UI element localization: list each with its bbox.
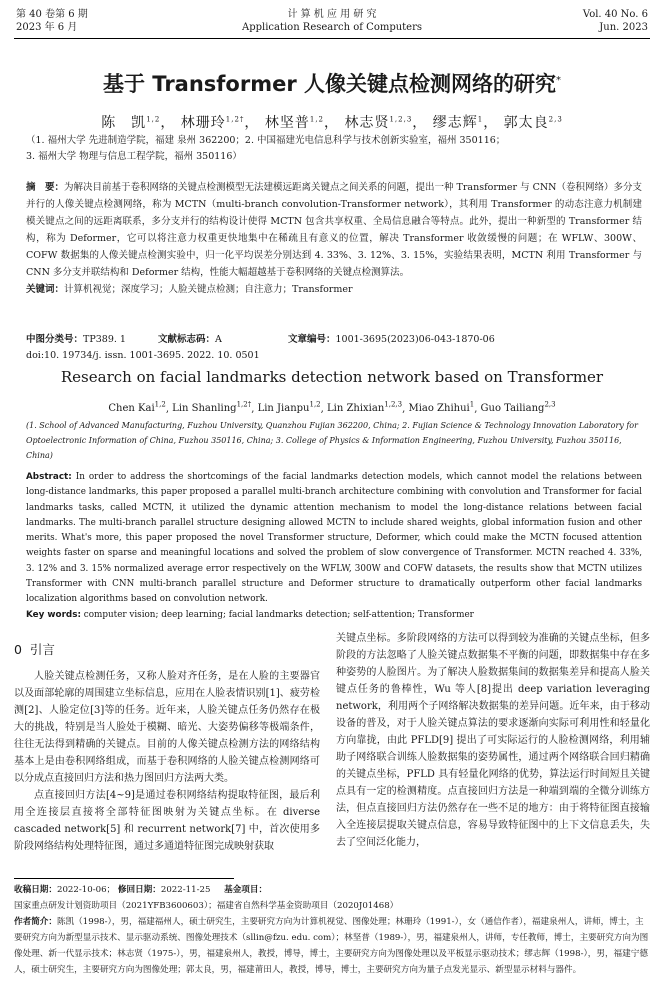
- journal-name-cn: 计 算 机 应 用 研 究: [287, 9, 377, 20]
- paper-title-en: Research on facial landmarks detection network based on Transformer: [60, 368, 604, 386]
- section-heading: [14, 640, 55, 658]
- abstract-label-cn: 摘 要：: [26, 182, 65, 193]
- footnote-dates-fund: 收稿日期：2022-10-06； 修回日期：2022-11-25 基金项目：国家重点研发计划资助项目（2021YFB3600603）；福建省自然科学基金资助项目（2020J01468）: [14, 885, 399, 911]
- footnotes: [14, 882, 650, 978]
- authors-cn: 陈 凯$^{1,2}$， 林珊玲$^{1,2\dagger}$， 林坚普$^{1,2}$， 林志贤$^{1,2,3}$， 缪志辉$^1$， 郭太良$^{2,3}$: [101, 115, 563, 131]
- affiliation-line: （1. 福州大学 先进制造学院，福建 泉州 362200；2. 中国福建光电信息科学与技术创新实验室，福州 350116；: [26, 135, 506, 146]
- bio-text: 陈凯（1998-），男，福建福州人，硕士研究生，主要研究方向为计算机视觉、图像处理；林珊玲（1991-），女（通信作者），福建泉州人，讲师，博士，主要研究方向为新型显示技术、显示驱动系统、图像处理技术（sllin@fzu. edu. com）；林坚普（1989-），男，福建泉州人，讲师，专任教师，博士，主要研究方向为图像处理、新一代显示技术；林志贤（1975-），男，福建泉州人，教授，博导，博士，主要研究方向为图像处理以及平板显示驱动技术；缪志辉（1998-），男，福建宁德人，硕士研究生，主要研究方向为图像处理；郭太良，男，福建莆田人，教授，博导，博士，主要研究方向为量子点发光显示、新型显示材料与器件。: [14, 917, 649, 975]
- revised-date: 2022-11-25: [160, 885, 211, 895]
- clc-label: 中图分类号：: [26, 334, 84, 345]
- clc-number: TP389. 1: [83, 334, 126, 345]
- author-en: Miao Zhihui$^1$: [408, 401, 475, 415]
- body-paragraph: 关键点坐标。多阶段网络的方法可以得到较为准确的关键点坐标，但多阶段的方法忽略了人脸关键点数据集不平衡的问题，即数据集中存在多种姿势的人脸图片。为了解决人脸数据集间的数据集差异和提高人脸关键点任务的鲁棒性，Wu 等人[8]提出 deep variation leveraging network，利用两个子网络解决数据集的差异问题。近年来，由于移动设备的普及，对于人脸关键点算法的要求逐渐向实际可利用性和轻量化方向靠拢，由此 PFLD[9] 提出了可实际运行的人脸检测网络，利用辅助子网络联合训练人脸数据集的姿势属性，通过两个网络联合回归精确的关键点坐标，PFLD 具有轻量化网络的优势，算法运行时间短且关键点具有一定的检测精度。点直接回归方法是一种端到端的全微分训练方法，但点直接回归方法仍然存在一些不足的地方：由于将特征图直接输入全连接层提取关键点信息，容易导致特征图中的上下文信息丢失，失去了空间泛化能力，: [336, 633, 650, 848]
- section-number: 0: [14, 642, 22, 657]
- keywords-label-en: Key words:: [26, 609, 81, 620]
- body-right-column: [336, 630, 650, 851]
- affiliation-line: 3. 福州大学 物理与信息工程学院，福州 350116）: [26, 151, 242, 162]
- abstract-cn: [26, 179, 642, 298]
- section-title: 引言: [29, 642, 55, 657]
- date-en: Jun. 2023: [599, 22, 648, 33]
- author-cn: 林珊玲$^{1,2\dagger}$: [180, 115, 245, 131]
- author-en: Lin Jianpu$^{1,2}$: [257, 401, 321, 415]
- author-cn: 郭太良$^{2,3}$: [503, 115, 563, 131]
- doc-code-label: 文献标志码：: [158, 334, 216, 345]
- journal-name-en: Application Research of Computers: [241, 22, 423, 33]
- footer-rule: [14, 878, 234, 879]
- date-cn: 2023 年 6 月: [16, 22, 78, 33]
- article-number: 1001-3695(2023)06-043-1870-06: [335, 334, 495, 345]
- author-en: Lin Shanling$^{1,2\dagger}$: [172, 401, 252, 415]
- volume-issue-en: Vol. 40 No. 6: [582, 9, 648, 20]
- title-text-cn: 基于 Transformer 人像关键点检测网络的研究: [102, 72, 557, 96]
- author-en: Guo Tailiang$^{2,3}$: [480, 401, 556, 415]
- header-volume-en: [583, 8, 648, 34]
- abstract-en: [26, 470, 642, 623]
- revised-label: 修回日期：: [117, 885, 161, 895]
- header-rule: [14, 38, 650, 39]
- abstract-text-en: In order to address the shortcomings of the facial landmarks detection models, which cannot model the relations between long-distance landmarks, this paper proposed a parallel multi-branch architecture combining with convolution and Transformer for facial landmarks tasks, called MCTN, it utilized the dynamic attention mechanism to model the long-distance relations between facial landmarks. The multi-branch parallel structure designing allowed MCTN to include shared weights, global information fusion and other merits. What's more, this paper proposed the novel Transformer structure, Deformer, which could make the MCTN focused attention weights faster on sparse and meaningful locations and solved the problem of slow convergence of Transformer. MCTN reached 4. 33%, 3. 12% and 3. 15% normalized average error respectively on the WFLW, 300W and COFW datasets, the results show that MCTN utilizes Transformer with CNN multi-branch parallel structure and Deformer structure to dramatically outperform other facial landmarks localization algorithms based on convolution network.: [26, 472, 642, 605]
- author-en: Lin Zhixian$^{1,2,3}$: [326, 401, 403, 415]
- body-left-column: [14, 668, 320, 855]
- article-number-label: 文章编号：: [287, 334, 336, 345]
- affiliations-cn: [26, 133, 642, 165]
- author-cn: 缪志辉$^1$: [432, 115, 484, 131]
- volume-issue-cn: 第 40 卷第 6 期: [16, 9, 88, 20]
- keywords-label-cn: 关键词：: [26, 284, 65, 295]
- authors-en: Chen Kai$^{1,2}$, Lin Shanling$^{1,2\dagger}$, Lin Jianpu$^{1,2}$, Lin Zhixian$^{1,2,3}$, Miao Zhihui$^1$, Guo Tailiang$^{2,3}$: [108, 401, 556, 415]
- received-label: 收稿日期：: [14, 885, 57, 895]
- body-paragraph: 点直接回归方法[4~9]是通过卷积网络结构提取特征图，最后利用全连接层直接将全部特征图映射为关键点坐标。在 diverse cascaded network[5] 和 recurrent network[7] 中，首次使用多阶段网络结构处理特征图，通过多通道特征图完成映射获取: [14, 790, 320, 852]
- bio-label: 作者简介：: [14, 917, 57, 927]
- header-journal: [0, 8, 664, 34]
- abstract-label-en: Abstract:: [26, 472, 72, 482]
- keywords-text-cn: 计算机视觉；深度学习；人脸关键点检测；自注意力；Transformer: [64, 284, 353, 295]
- classification-line: [26, 332, 495, 348]
- doc-code: A: [215, 334, 222, 345]
- title-footnote-mark: *: [556, 75, 562, 86]
- author-cn: 林志贤$^{1,2,3}$: [344, 115, 413, 131]
- abstract-text-cn: 为解决目前基于卷积网络的关键点检测模型无法建模远距离关键点之间关系的问题，提出一种 Transformer 与 CNN（卷积网络）多分支并行的人像关键点检测网络，称为 MCTN（multi-branch convolution-Transformer network），其利用 Transformer 的动态注意力机制建模关键点之间的远距离联系，多分支并行的结构设计使得 MCTN 包含共享权重、全局信息融合等特点。此外，提出一种新型的 Transformer 结构，称为 Deformer，它可以将注意力权重更快地集中在稀疏且有意义的位置，解决 Transformer 收敛缓慢的问题；在 WFLW、300W、COFW 数据集的人像关键点检测实验中，归一化平均误差分别达到 4. 33%、3. 12%、3. 15%，实验结果表明，MCTN 利用 Transformer 与 CNN 多分支并联结构和 Deformer 结构，性能大幅超越基于卷积网络的关键点检测算法。: [26, 182, 642, 278]
- affiliations-en: (1. School of Advanced Manufacturing, Fuzhou University, Quanzhou Fujian 362200, China; 2. Fujian Science & Technology Innovation Laboratory for Optoelectronic Information of China, Fuzhou 350116, China; 3. College of Physics & Information Engineering, Fuzhou University, Fuzhou 350116, China): [26, 421, 638, 460]
- received-date: 2022-10-06: [56, 885, 107, 895]
- author-cn: 林坚普$^{1,2}$: [264, 115, 325, 131]
- keywords-text-en: computer vision; deep learning; facial landmarks detection; self-attention; Transformer: [83, 609, 474, 620]
- author-en: Chen Kai$^{1,2}$: [108, 401, 166, 415]
- body-paragraph: 人脸关键点检测任务，又称人脸对齐任务，是在人脸的主要器官以及面部轮廓的周围建立坐标信息，应用在人脸表情识别[1]、疲劳检测[2]、人脸定位[3]等的任务。近年来，人脸关键点任务仍然存在极大的挑战，特别是当人脸处于模糊、暗光、大姿势偏移等极端条件，往往无法得到精确的关键点。目前的人像关键点检测方法的网络结构基本上是由卷积网络组成，而基于卷积网络的人脸关键点检测网络可以分成点直接回归方法和热力图回归方法两大类。: [14, 671, 320, 784]
- fund-label: 基金项目：: [224, 885, 268, 895]
- doi[interactable]: doi:10. 19734/j. issn. 1001-3695. 2022. 10. 0501: [26, 350, 260, 361]
- paper-title-cn: [0, 68, 664, 98]
- author-cn: 陈 凯$^{1,2}$: [101, 115, 161, 131]
- fund-text: 国家重点研发计划资助项目（2021YFB3600603）；福建省自然科学基金资助项目（2020J01468）: [14, 901, 399, 911]
- footnote-bio: [14, 914, 650, 978]
